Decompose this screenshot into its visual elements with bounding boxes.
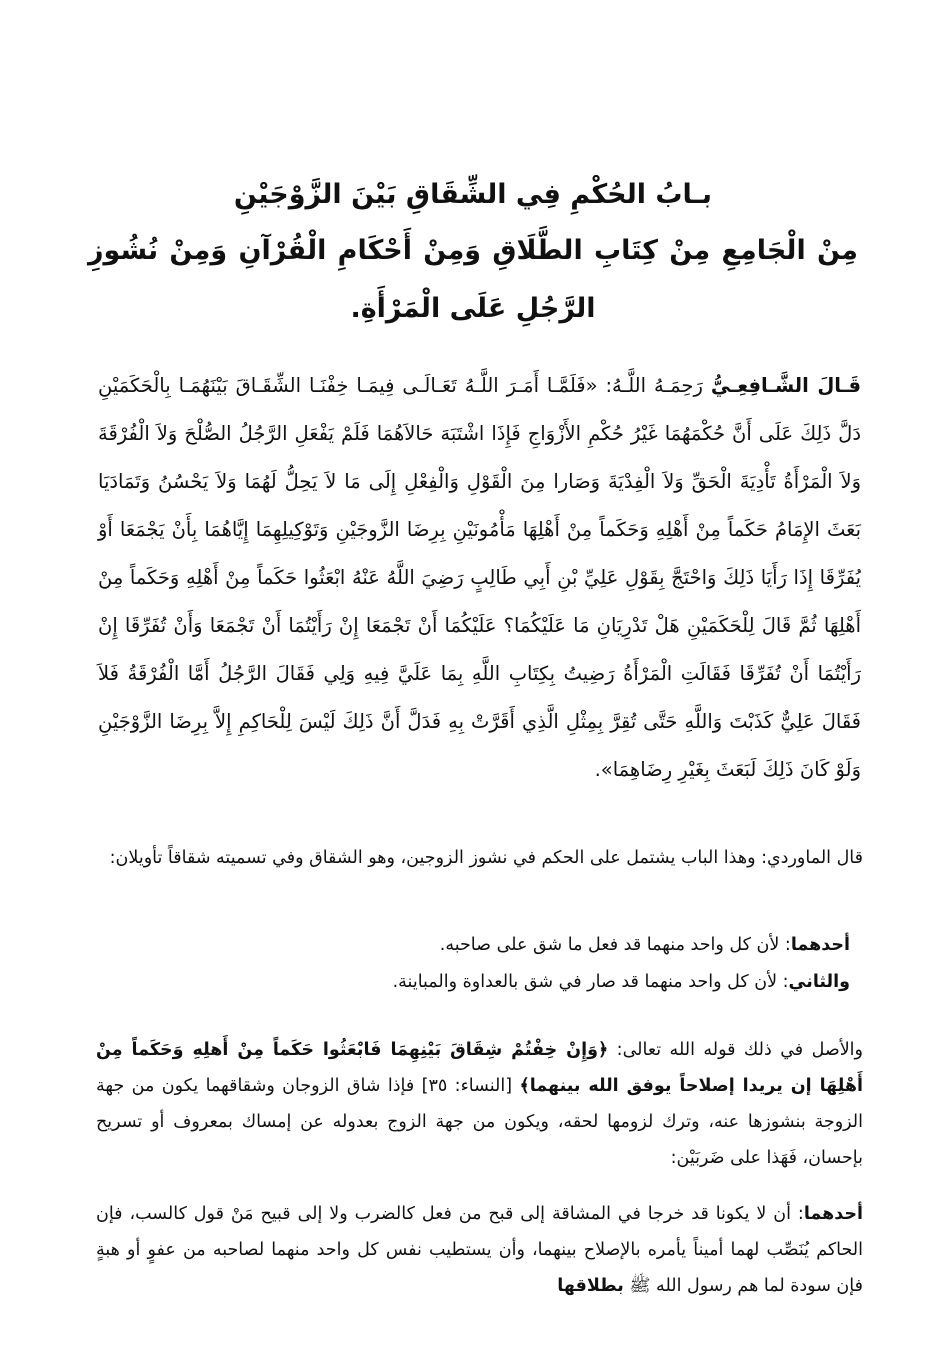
origin-intro: والأصل في ذلك قوله الله تعالى: bbox=[616, 1040, 863, 1060]
interpretation-first-label: أحدهما bbox=[790, 935, 850, 955]
first-case-paragraph bbox=[96, 1196, 863, 1304]
origin-paragraph bbox=[96, 1032, 863, 1176]
first-case-label: أحدهما bbox=[803, 1204, 863, 1224]
shafii-quote bbox=[98, 362, 861, 794]
verse-reference: [النساء: ٣٥] bbox=[421, 1076, 513, 1096]
chapter-subtitle: مِنْ الْجَامِعِ مِنْ كِتَابِ الطَّلَاقِ وَمِنْ أَحْكَامِ الْقُرْآنِ وَمِنْ نُشُوزِ الرَّجُلِ عَلَى الْمَرْأَةِ. bbox=[88, 235, 858, 324]
interpretation-first-text: : لأن كل واحد منهما قد فعل ما شق على صاحبه. bbox=[439, 935, 791, 955]
origin-rest: فإذا شاق الزوجان وشقاقهما يكون من جهة الزوجة بنشوزها عنه، وترك لزومها لحقه، ويكون من جهة الزوج بعدوله عن إمساك بمعروف أو تسريح بإحسان، فَهَذا على ضَربَيْن: bbox=[96, 1076, 863, 1168]
chapter-title: بـابُ الحُكْمِ فِي الشِّقَاقِ بَيْنَ الزَّوْجَيْنِ bbox=[233, 179, 713, 210]
interpretation-first bbox=[440, 927, 850, 963]
shafii-speaker: قَـالَ الشَّـافِعِـيُّ bbox=[710, 374, 862, 397]
interpretation-second-label: والثاني bbox=[788, 972, 850, 992]
first-case-tail: بطلاقها bbox=[557, 1276, 624, 1296]
quran-verse: ﴿وَإِنْ خِفْتُمْ شِقَاقَ بَيْنِهِمَا فَابْعَثُوا حَكَماً مِنْ أَهلِهِ وَحَكَماً مِنْ أَهْلِهَا إن يريدا إصلاحاً يوفق الله بينهما﴾ bbox=[96, 1040, 863, 1096]
chapter-heading bbox=[88, 168, 858, 338]
mawardi-paragraph: قال الماوردي: وهذا الباب يشتمل على الحكم في نشوز الزوجين، وهو الشقاق وفي تسميته شقاقاً تأويلان: bbox=[109, 848, 863, 868]
interpretation-second bbox=[393, 964, 850, 1000]
shafii-text: رَحِمَـهُ اللَّـهُ: «فَلَمَّـا أَمَـرَ اللَّـهُ تَعَـالَـى فِيمَـا خِفْنَـا الشِّقَـاقَ بَيْنَهُمَـا بِالْحَكَمَيْنِ دَلَّ ذَلِكَ عَلَى أَنَّ حُكْمَهُمَا غَيْرُ حُكْمِ الأَزْوَاجِ فَإِذَا اشْتَبَهَ حَالاَهُمَا فَلَمْ يَفْعَلِ الرَّجُلُ الصُّلْحَ وَلاَ الْفُرْقَةَ وَلاَ الْمَرْأَةُ تَأْدِيَةَ الْحَقِّ وَلاَ الْفِدْيَةَ وَصَارا مِنَ الْقَوْلِ وَالْفِعْلِ إِلَى مَا لاَ يَحِلُّ لَهُمَا وَلاَ يَحْسُنُ وَتَمَادَيَا بَعَثَ الإِمَامُ حَكَماً مِنْ أَهْلِهِ وَحَكَماً مِنْ أَهْلِهَا مَأْمُونَيْنِ بِرِضَا الزَّوجَيْنِ وَتَوْكِيلِهِمَا إِيَّاهُمَا بِأَنْ يَجْمَعَا أَوْ يُفَرِّقَا إِذَا رَأَيَا ذَلِكَ وَاحْتَجَّ بِقَوْلِ عَلِيِّ بْنِ أَبِي طَالِبٍ رَضِيَ اللَّهُ عَنْهُ ابْعَثُوا حَكَماً مِنْ أَهْلِهِ وَحَكَماً مِنْ أَهْلِهَا ثُمَّ قَالَ لِلْحَكَمَيْنِ هَلْ تَدْرِيَانِ مَا عَلَيْكُمَا؟ عَلَيْكُمَا أَنْ تَجْمَعَا إِنْ رَأَيْتُمَا أَنْ تَجْمَعَا وَأَنْ تُفَرِّقَا إِنْ رَأَيْتُمَا أَنْ تُفَرِّقَا فَقَالَتِ الْمَرْأَةُ رَضِيتُ بِكِتَابِ اللَّهِ بِمَا عَلَيَّ فِيهِ وَلِي فَقَالَ الرَّجُلُ أَمَّا الْفُرْقَةُ فَلاَ فَقَالَ عَلِيٌّ كَذَبْتَ وَاللَّهِ حَتَّى تُقِرَّ بِمِثْلِ الَّذِي أَقَرَّتْ بِهِ فَدَلَّ أَنَّ ذَلِكَ لَيْسَ لِلْحَاكِمِ إِلاَّ بِرِضَا الزَّوْجَيْنِ وَلَوْ كَانَ ذَلِكَ لَبَعَثَ بِغَيْرِ رِضَاهِمَا». bbox=[98, 374, 861, 781]
interpretation-second-text: : لأن كل واحد منهما قد صار في شق بالعداوة والمباينة. bbox=[392, 972, 789, 992]
first-case-text: : أن لا يكونا قد خرجا في المشاقة إلى قبح من فعل كالضرب ولا إلى قبيح مَنْ قول كالسب، فإن الحاكم يُنَصِّب لهما أميناً يأمره بالإصلاح بينهما، وأن يستطيب نفس كل واحد منهما لصاحبه من عفوٍ أو هبةٍ فإن سودة لما هم رسول الله ﷺ bbox=[96, 1204, 863, 1296]
